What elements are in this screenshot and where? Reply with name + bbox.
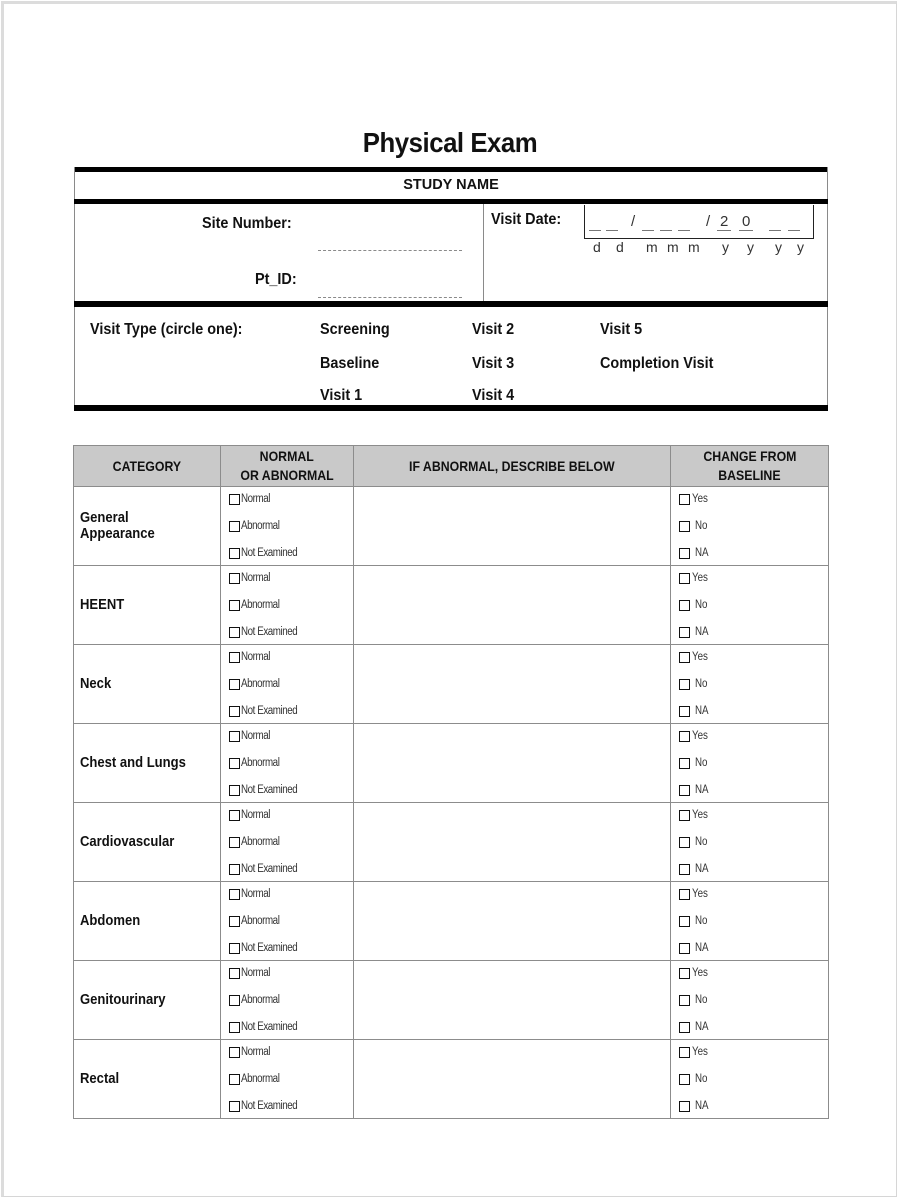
status-cell xyxy=(220,724,353,803)
category-cell xyxy=(74,803,221,882)
change-option-na[interactable]: NA xyxy=(679,781,828,799)
date-sep-1: / xyxy=(631,213,636,230)
header-describe: IF ABNORMAL, DESCRIBE BELOW xyxy=(353,446,670,487)
table-row xyxy=(74,566,829,645)
checkbox-icon[interactable] xyxy=(679,494,690,505)
date-format-m1: m xyxy=(646,239,658,255)
date-d2 xyxy=(606,230,618,231)
status-option-normal[interactable]: Normal xyxy=(229,1043,353,1061)
date-y1-line xyxy=(717,230,731,231)
table-row xyxy=(74,803,829,882)
change-cell xyxy=(671,882,829,961)
status-option-not-examined[interactable]: Not Examined xyxy=(229,939,353,957)
checkbox-icon[interactable] xyxy=(229,785,240,796)
checkbox-icon[interactable] xyxy=(679,1022,690,1033)
checkbox-icon[interactable] xyxy=(679,679,690,690)
category-label: Cardiovascular xyxy=(80,834,175,850)
checkbox-icon[interactable] xyxy=(229,889,240,900)
date-format-y2: y xyxy=(747,239,754,255)
change-option-no[interactable]: No xyxy=(679,675,828,693)
checkbox-icon[interactable] xyxy=(229,916,240,927)
checkbox-icon[interactable] xyxy=(229,864,240,875)
status-option-not-examined[interactable]: Not Examined xyxy=(229,1097,353,1115)
visit-option-visit-1[interactable]: Visit 1 xyxy=(320,387,363,404)
checkbox-icon[interactable] xyxy=(679,785,690,796)
checkbox-icon[interactable] xyxy=(229,679,240,690)
visit-type-label: Visit Type (circle one): xyxy=(90,321,243,338)
checkbox-icon[interactable] xyxy=(229,521,240,532)
change-option-na[interactable]: NA xyxy=(679,1097,828,1115)
status-option-abnormal[interactable]: Abnormal xyxy=(229,596,353,614)
checkbox-icon[interactable] xyxy=(229,995,240,1006)
describe-cell[interactable] xyxy=(353,961,670,1040)
date-y4 xyxy=(788,230,800,231)
category-cell xyxy=(74,566,221,645)
status-cell xyxy=(220,487,353,566)
table-header-row xyxy=(74,446,829,487)
pt-id-label: Pt_ID: xyxy=(255,271,297,288)
info-rule xyxy=(74,301,828,307)
status-option-not-examined[interactable]: Not Examined xyxy=(229,1018,353,1036)
exam-table xyxy=(73,445,829,1119)
change-option-no[interactable]: No xyxy=(679,991,828,1009)
status-option-normal[interactable]: Normal xyxy=(229,569,353,587)
visit-date-field[interactable] xyxy=(584,205,814,239)
status-option-not-examined[interactable]: Not Examined xyxy=(229,702,353,720)
category-cell xyxy=(74,1040,221,1119)
table-row xyxy=(74,487,829,566)
date-format-m3: m xyxy=(688,239,700,255)
status-option-abnormal[interactable]: Abnormal xyxy=(229,517,353,535)
change-option-no[interactable]: No xyxy=(679,754,828,772)
change-option-yes[interactable]: Yes xyxy=(679,727,828,745)
checkbox-icon[interactable] xyxy=(229,758,240,769)
checkbox-icon[interactable] xyxy=(229,573,240,584)
checkbox-icon[interactable] xyxy=(679,573,690,584)
change-option-no[interactable]: No xyxy=(679,833,828,851)
change-option-no[interactable]: No xyxy=(679,517,828,535)
status-option-not-examined[interactable]: Not Examined xyxy=(229,860,353,878)
checkbox-icon[interactable] xyxy=(679,1101,690,1112)
change-option-yes[interactable]: Yes xyxy=(679,648,828,666)
describe-cell[interactable] xyxy=(353,645,670,724)
change-option-yes[interactable]: Yes xyxy=(679,964,828,982)
status-cell xyxy=(220,882,353,961)
checkbox-icon[interactable] xyxy=(679,706,690,717)
date-format-y4: y xyxy=(797,239,804,255)
date-y2-line xyxy=(739,230,753,231)
status-option-normal[interactable]: Normal xyxy=(229,964,353,982)
checkbox-icon[interactable] xyxy=(679,810,690,821)
checkbox-icon[interactable] xyxy=(679,889,690,900)
checkbox-icon[interactable] xyxy=(229,1047,240,1058)
checkbox-icon[interactable] xyxy=(229,810,240,821)
checkbox-icon[interactable] xyxy=(229,1074,240,1085)
describe-cell[interactable] xyxy=(353,566,670,645)
checkbox-icon[interactable] xyxy=(229,706,240,717)
visit-type-rule xyxy=(74,405,828,411)
pt-id-field[interactable] xyxy=(318,297,462,299)
category-label: HEENT xyxy=(80,597,125,613)
checkbox-icon[interactable] xyxy=(679,627,690,638)
status-option-not-examined[interactable]: Not Examined xyxy=(229,781,353,799)
category-label: Neck xyxy=(80,676,112,692)
table-row xyxy=(74,1040,829,1119)
status-option-normal[interactable]: Normal xyxy=(229,806,353,824)
header-change-from-baseline: CHANGE FROM BASELINE xyxy=(671,446,829,487)
date-format-d1: d xyxy=(593,239,601,255)
status-option-abnormal[interactable]: Abnormal xyxy=(229,1070,353,1088)
date-y3 xyxy=(769,230,781,231)
table-row xyxy=(74,961,829,1040)
change-option-na[interactable]: NA xyxy=(679,939,828,957)
visit-option-completion[interactable]: Completion Visit xyxy=(600,355,714,372)
change-option-yes[interactable]: Yes xyxy=(679,569,828,587)
visit-option-screening[interactable]: Screening xyxy=(320,321,390,338)
change-cell xyxy=(671,724,829,803)
change-option-yes[interactable]: Yes xyxy=(679,1043,828,1061)
change-option-no[interactable]: No xyxy=(679,912,828,930)
visit-option-visit-3[interactable]: Visit 3 xyxy=(472,355,515,372)
header-category: CATEGORY xyxy=(74,446,221,487)
checkbox-icon[interactable] xyxy=(229,548,240,559)
checkbox-icon[interactable] xyxy=(229,731,240,742)
date-format-y3: y xyxy=(775,239,782,255)
info-divider xyxy=(483,204,484,302)
date-y1: 2 xyxy=(720,213,729,230)
describe-cell[interactable] xyxy=(353,803,670,882)
date-m3 xyxy=(678,230,690,231)
checkbox-icon[interactable] xyxy=(679,521,690,532)
site-number-label: Site Number: xyxy=(202,215,292,232)
change-option-na[interactable]: NA xyxy=(679,860,828,878)
study-name[interactable]: STUDY NAME xyxy=(403,177,499,193)
date-m2 xyxy=(660,230,672,231)
visit-option-visit-5[interactable]: Visit 5 xyxy=(600,321,643,338)
status-option-normal[interactable]: Normal xyxy=(229,648,353,666)
date-format-d2: d xyxy=(616,239,624,255)
change-cell xyxy=(671,1040,829,1119)
status-cell xyxy=(220,566,353,645)
describe-cell[interactable] xyxy=(353,724,670,803)
category-cell xyxy=(74,487,221,566)
change-cell xyxy=(671,487,829,566)
change-cell xyxy=(671,566,829,645)
status-option-not-examined[interactable]: Not Examined xyxy=(229,623,353,641)
date-format-y1: y xyxy=(722,239,729,255)
status-option-normal[interactable]: Normal xyxy=(229,490,353,508)
change-option-no[interactable]: No xyxy=(679,596,828,614)
study-rule xyxy=(74,199,828,204)
date-y2: 0 xyxy=(742,213,751,230)
checkbox-icon[interactable] xyxy=(679,548,690,559)
category-cell xyxy=(74,724,221,803)
checkbox-icon[interactable] xyxy=(229,600,240,611)
change-option-na[interactable]: NA xyxy=(679,1018,828,1036)
category-label: General Appearance xyxy=(80,510,155,542)
status-option-normal[interactable]: Normal xyxy=(229,727,353,745)
status-cell xyxy=(220,961,353,1040)
category-label: Abdomen xyxy=(80,913,141,929)
category-cell xyxy=(74,961,221,1040)
checkbox-icon[interactable] xyxy=(679,1047,690,1058)
checkbox-icon[interactable] xyxy=(679,652,690,663)
change-option-na[interactable]: NA xyxy=(679,623,828,641)
checkbox-icon[interactable] xyxy=(679,600,690,611)
date-m1 xyxy=(642,230,654,231)
change-cell xyxy=(671,961,829,1040)
table-row xyxy=(74,882,829,961)
change-option-na[interactable]: NA xyxy=(679,702,828,720)
category-cell xyxy=(74,882,221,961)
change-cell xyxy=(671,645,829,724)
visit-option-baseline[interactable]: Baseline xyxy=(320,355,380,372)
status-option-abnormal[interactable]: Abnormal xyxy=(229,991,353,1009)
status-option-abnormal[interactable]: Abnormal xyxy=(229,912,353,930)
status-option-abnormal[interactable]: Abnormal xyxy=(229,833,353,851)
checkbox-icon[interactable] xyxy=(229,1101,240,1112)
category-cell xyxy=(74,645,221,724)
page-title: Physical Exam xyxy=(362,127,538,158)
checkbox-icon[interactable] xyxy=(229,968,240,979)
date-format-m2: m xyxy=(667,239,679,255)
change-option-no[interactable]: No xyxy=(679,1070,828,1088)
describe-cell[interactable] xyxy=(353,882,670,961)
checkbox-icon[interactable] xyxy=(229,494,240,505)
checkbox-icon[interactable] xyxy=(679,943,690,954)
category-label: Rectal xyxy=(80,1071,120,1087)
status-cell xyxy=(220,1040,353,1119)
header-normal-abnormal: NORMAL OR ABNORMAL xyxy=(220,446,353,487)
category-label: Chest and Lungs xyxy=(80,755,186,771)
status-option-not-examined[interactable]: Not Examined xyxy=(229,544,353,562)
change-cell xyxy=(671,803,829,882)
checkbox-icon[interactable] xyxy=(679,968,690,979)
status-cell xyxy=(220,645,353,724)
change-option-yes[interactable]: Yes xyxy=(679,885,828,903)
checkbox-icon[interactable] xyxy=(679,995,690,1006)
status-option-abnormal[interactable]: Abnormal xyxy=(229,675,353,693)
date-d1 xyxy=(589,230,601,231)
checkbox-icon[interactable] xyxy=(229,627,240,638)
checkbox-icon[interactable] xyxy=(229,943,240,954)
change-option-yes[interactable]: Yes xyxy=(679,490,828,508)
checkbox-icon[interactable] xyxy=(679,837,690,848)
checkbox-icon[interactable] xyxy=(679,1074,690,1085)
checkbox-icon[interactable] xyxy=(229,652,240,663)
checkbox-icon[interactable] xyxy=(679,758,690,769)
change-option-yes[interactable]: Yes xyxy=(679,806,828,824)
checkbox-icon[interactable] xyxy=(679,864,690,875)
checkbox-icon[interactable] xyxy=(679,731,690,742)
describe-cell[interactable] xyxy=(353,487,670,566)
status-cell xyxy=(220,803,353,882)
change-option-na[interactable]: NA xyxy=(679,544,828,562)
visit-date-label: Visit Date: xyxy=(491,211,562,228)
checkbox-icon[interactable] xyxy=(229,837,240,848)
table-row xyxy=(74,645,829,724)
checkbox-icon[interactable] xyxy=(229,1022,240,1033)
visit-option-visit-2[interactable]: Visit 2 xyxy=(472,321,515,338)
describe-cell[interactable] xyxy=(353,1040,670,1119)
date-sep-2: / xyxy=(706,213,711,230)
status-option-normal[interactable]: Normal xyxy=(229,885,353,903)
site-number-field[interactable] xyxy=(318,250,462,252)
status-option-abnormal[interactable]: Abnormal xyxy=(229,754,353,772)
category-label: Genitourinary xyxy=(80,992,166,1008)
visit-option-visit-4[interactable]: Visit 4 xyxy=(472,387,515,404)
table-row xyxy=(74,724,829,803)
checkbox-icon[interactable] xyxy=(679,916,690,927)
top-rule xyxy=(74,167,828,172)
